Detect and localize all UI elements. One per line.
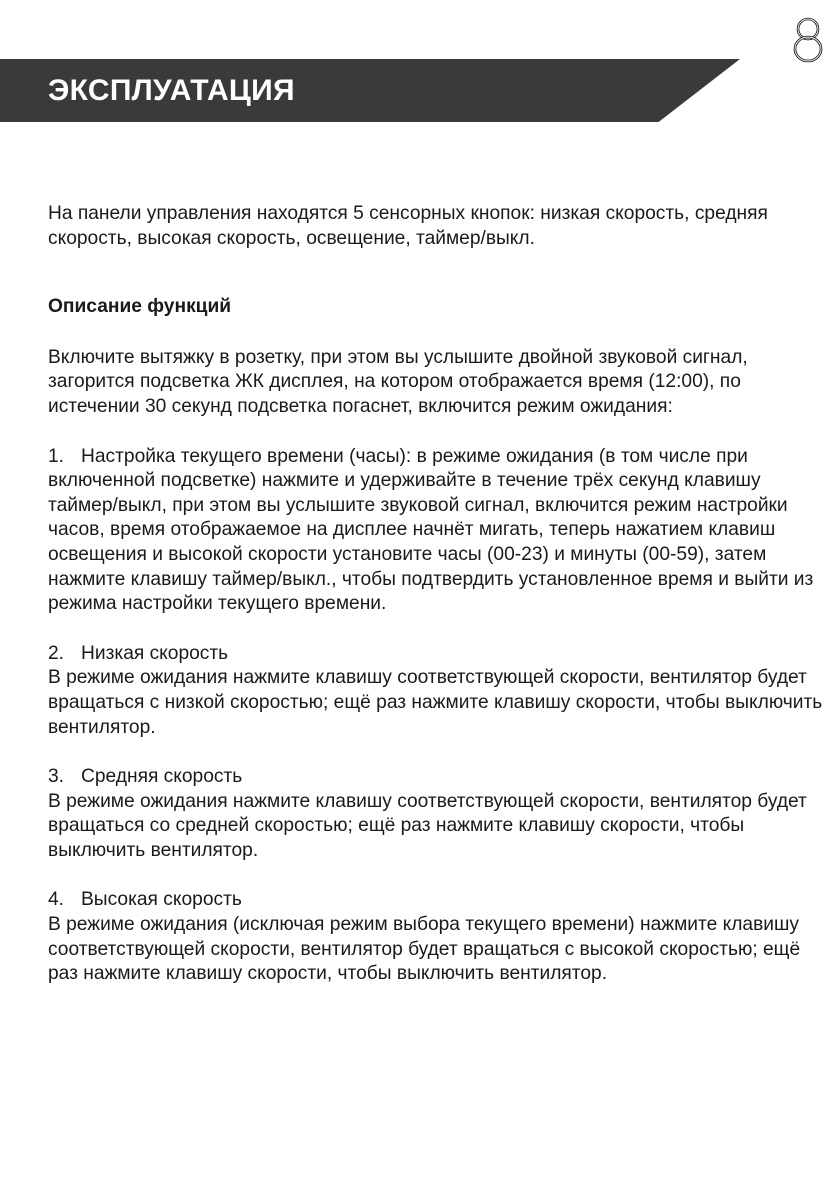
section-title: Низкая скорость [81, 642, 229, 664]
content [48, 202, 823, 1012]
section-number: 2. [48, 642, 65, 664]
section-body: В режиме ожидания нажмите клавишу соответствующей скорости, вентилятор будет вращаться со средней скоростью; ещё раз нажмите клавишу скорости, чтобы выключить вентилятор. [48, 790, 807, 861]
page-title: ЭКСПЛУАТАЦИЯ [48, 74, 295, 107]
section-text: Настройка текущего времени (часы): в режиме ожидания (в том числе при включенной подсветке) нажмите и удерживайте в течение трёх секунд клавишу таймер/выкл, при этом вы услышите звуковой сигнал, включится режим настройки часов, время отображаемое на дисплее начнёт мигать, теперь нажатием клавиш освещения и высокой скорости установите часы (00-23) и минуты (00-59), затем нажмите клавишу таймер/выкл., чтобы подтвердить установленное время и выйти из режима настройки текущего времени. [48, 445, 814, 615]
intro-paragraph: На панели управления находятся 5 сенсорных кнопок: низкая скорость, средняя скорость, высокая скорость, освещение, таймер/выкл. [48, 203, 768, 249]
section-high-speed [48, 888, 823, 986]
page-number [791, 16, 825, 64]
section-low-speed [48, 642, 823, 740]
section-number: 3. [48, 766, 65, 788]
section-body: В режиме ожидания (исключая режим выбора текущего времени) нажмите клавишу соответствующей скорости, вентилятор будет вращаться с высокой скоростью; ещё раз нажмите клавишу скорости, чтобы выключить вентилятор. [48, 914, 801, 985]
functions-subheading: Описание функций [48, 296, 232, 318]
section-title: Средняя скорость [81, 766, 243, 788]
description-paragraph: Включите вытяжку в розетку, при этом вы услышите двойной звуковой сигнал, загорится подсветка ЖК дисплея, на котором отображается время (12:00), по истечении 30 секунд подсветка погаснет, включится режим ожидания: [48, 346, 748, 417]
section-medium-speed [48, 765, 823, 863]
section-time-setting [48, 445, 823, 617]
section-number: 4. [48, 889, 65, 911]
page-number-glyph [791, 16, 825, 64]
section-title: Высокая скорость [81, 889, 242, 911]
section-number: 1. [48, 445, 65, 467]
section-body: В режиме ожидания нажмите клавишу соответствующей скорости, вентилятор будет вращаться с низкой скоростью; ещё раз нажмите клавишу скорости, чтобы выключить вентилятор. [48, 667, 823, 738]
